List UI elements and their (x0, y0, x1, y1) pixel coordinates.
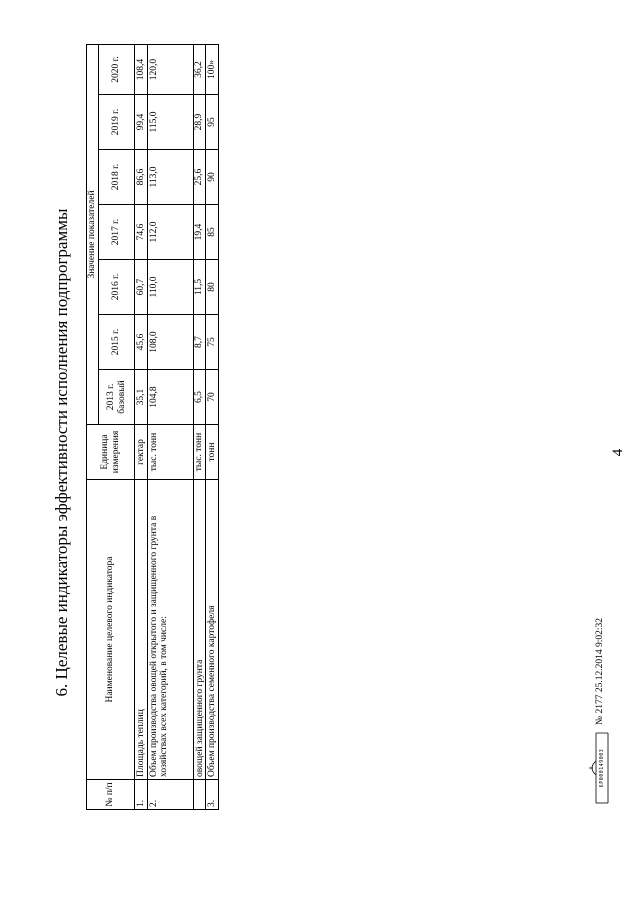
value-cell: 25,6 (193, 150, 206, 205)
header-year: 2020 г. (99, 44, 135, 94)
value-cell: 60,7 (135, 260, 148, 315)
indicator-name: Объем производства овощей открытого и защищенного грунта в хозяйствах всех категорий, в том числе: (147, 480, 193, 780)
value-cell: 99,4 (135, 95, 148, 150)
value-cell: 36,2 (193, 44, 206, 94)
value-cell: 104,8 (147, 370, 193, 425)
table-row (135, 44, 148, 809)
indicator-name: Объем производства семенного картофеля (206, 480, 219, 780)
value-cell: 6,5 (193, 370, 206, 425)
row-number: 2. (147, 780, 193, 810)
value-cell: 85 (206, 205, 219, 260)
value-cell: 95 (206, 95, 219, 150)
header-values-group: Значение показателей (87, 44, 99, 424)
unit-cell: гектар (135, 425, 148, 480)
value-cell: 74,6 (135, 205, 148, 260)
value-cell: 11,5 (193, 260, 206, 315)
value-cell: 112,0 (147, 205, 193, 260)
header-year: 2018 г. (99, 150, 135, 205)
value-cell: 110,0 (147, 260, 193, 315)
header-no: № п/п (87, 780, 135, 810)
stamp-code: 6Р000149003 (599, 748, 605, 788)
value-cell: 80 (206, 260, 219, 315)
header-year: 2016 г. (99, 260, 135, 315)
value-cell: 86,6 (135, 150, 148, 205)
table-row (147, 44, 193, 809)
value-cell: 113,0 (147, 150, 193, 205)
indicator-name: овощей защищенного грунта (193, 480, 206, 780)
value-cell: 8,7 (193, 315, 206, 370)
header-year: 2017 г. (99, 205, 135, 260)
table-row (193, 44, 206, 809)
value-cell: 70 (206, 370, 219, 425)
indicators-table (86, 44, 219, 810)
header-year: 2015 г. (99, 315, 135, 370)
value-cell: 108,4 (135, 44, 148, 94)
registration-info: № 2177 25.12.2014 9:02:32 (595, 618, 605, 725)
value-cell: 75 (206, 315, 219, 370)
table-row (206, 44, 219, 809)
value-cell: 100» (206, 44, 219, 94)
barcode-stamp (588, 731, 610, 805)
value-cell: 108,0 (147, 315, 193, 370)
value-cell: 115,0 (147, 95, 193, 150)
header-year: 2019 г. (99, 95, 135, 150)
header-unit: Единица измерения (87, 425, 135, 480)
row-number: 3. (206, 780, 219, 810)
value-cell: 45,6 (135, 315, 148, 370)
value-cell: 90 (206, 150, 219, 205)
header-indicator-name: Наименование целевого индикатора (87, 480, 135, 780)
header-year: 2013 г. базовый (99, 370, 135, 425)
value-cell: 19,4 (193, 205, 206, 260)
value-cell: 120,0 (147, 44, 193, 94)
section-heading: 6. Целевые индикаторы эффективности исполнения подпрограммы (52, 208, 71, 697)
unit-cell: тонн (206, 425, 219, 480)
row-number: 1. (135, 780, 148, 810)
page-number: 4 (610, 448, 626, 457)
unit-cell: тыс. тонн (147, 425, 193, 480)
value-cell: 35,1 (135, 370, 148, 425)
row-number (193, 780, 206, 810)
indicator-name: Площадь теплиц (135, 480, 148, 780)
unit-cell: тыс. тонн (193, 425, 206, 480)
value-cell: 28,9 (193, 95, 206, 150)
